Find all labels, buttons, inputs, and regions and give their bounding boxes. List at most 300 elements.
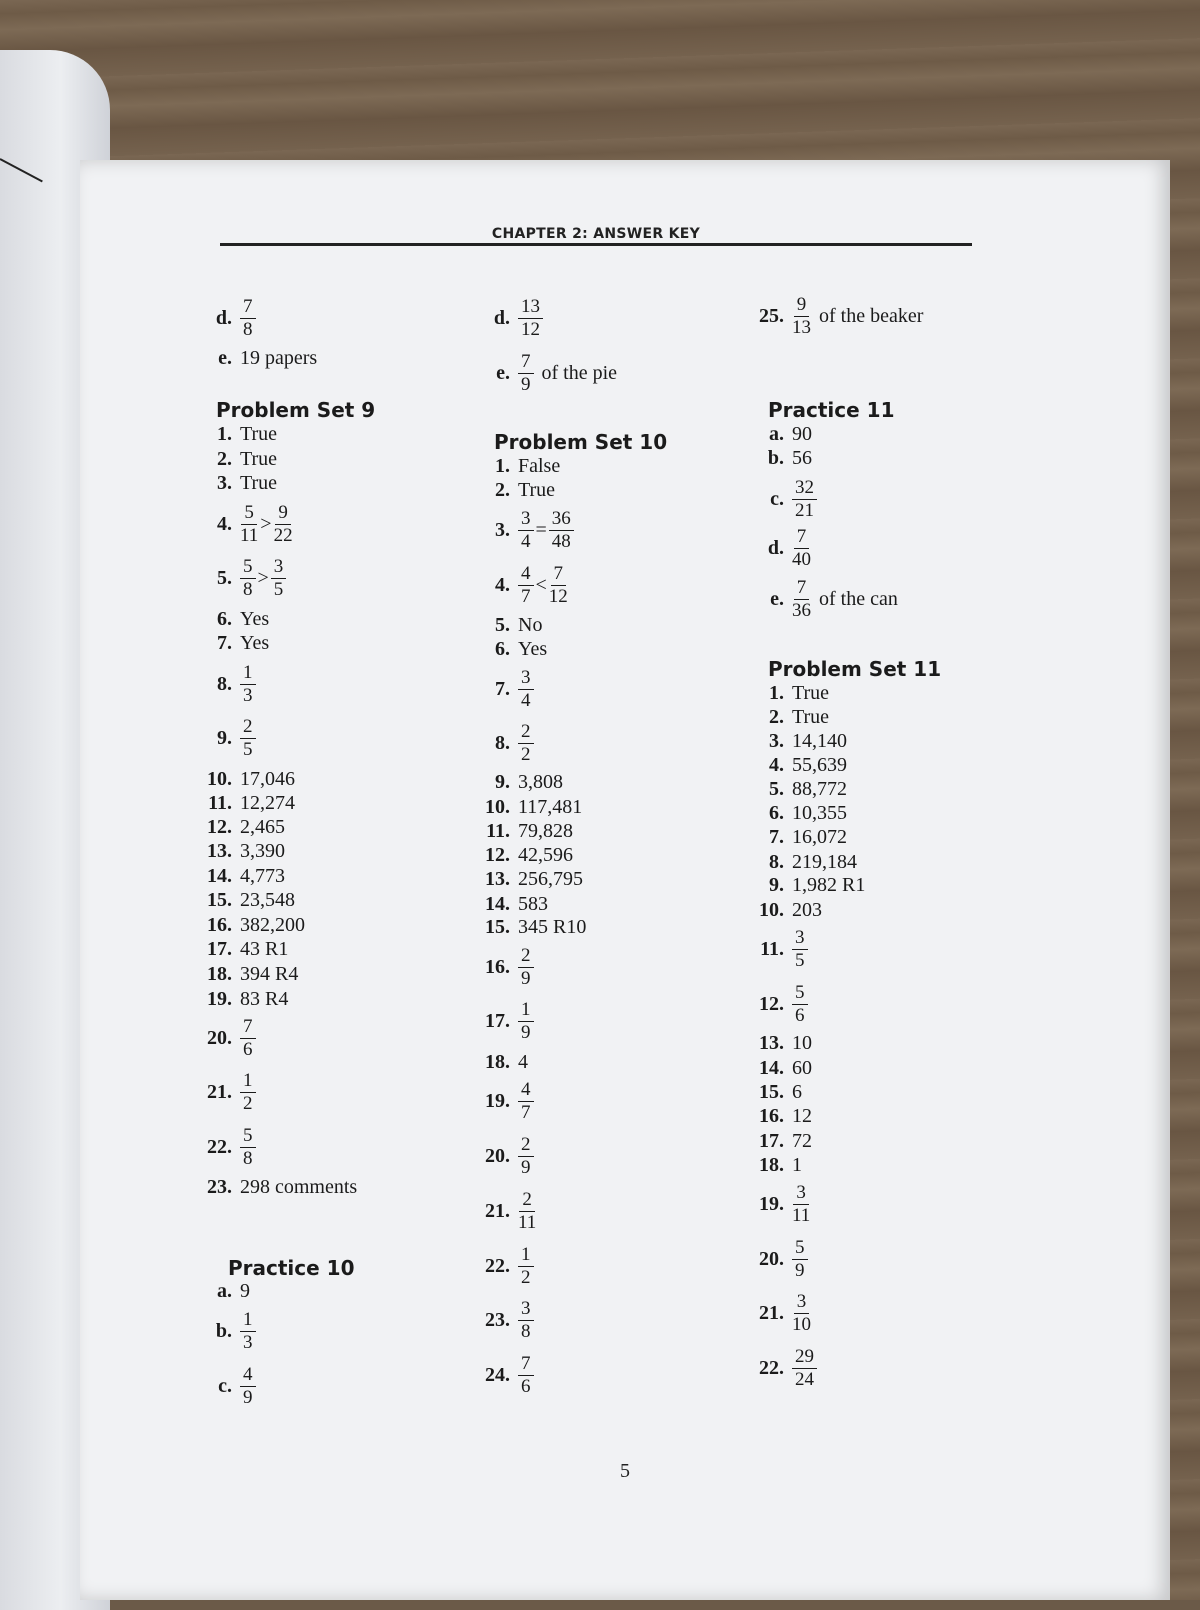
numerator: 3	[518, 1298, 534, 1321]
numerator: 4	[518, 563, 534, 586]
item-label: 7.	[217, 631, 232, 654]
answer-item	[194, 609, 269, 629]
item-label: 11.	[760, 937, 784, 960]
item-label: 7.	[769, 825, 784, 848]
numerator: 3	[518, 667, 534, 690]
item-label: 14.	[485, 892, 510, 915]
denominator: 12	[521, 318, 540, 340]
answer-item	[194, 841, 285, 861]
fraction	[518, 296, 543, 341]
answer-text: 4,773	[240, 864, 285, 887]
answer-item	[194, 1363, 256, 1408]
answer-text: True	[240, 422, 278, 445]
answer-item	[472, 845, 573, 865]
denominator: 48	[551, 530, 571, 552]
fraction	[240, 556, 256, 601]
numerator: 3	[792, 927, 808, 950]
item-label: e.	[770, 587, 784, 610]
fraction	[240, 1364, 256, 1409]
item-label: b.	[215, 1319, 232, 1342]
fraction	[518, 1244, 534, 1289]
numerator: 9	[794, 294, 810, 317]
answer-item	[194, 1069, 256, 1114]
item-label: 8.	[217, 672, 232, 695]
comparison-operator: >	[260, 512, 272, 535]
answer-item	[746, 1082, 802, 1102]
answer-item	[472, 944, 534, 989]
comparison-operator: =	[535, 518, 547, 541]
fraction	[518, 1189, 536, 1234]
item-label: 13.	[207, 839, 232, 862]
fraction	[792, 577, 811, 622]
item-label: 20.	[207, 1026, 232, 1049]
answer-text: True	[792, 705, 830, 728]
denominator: 3	[243, 1331, 253, 1353]
item-label: 22.	[207, 1135, 232, 1158]
denominator: 6	[795, 1004, 805, 1026]
denominator: 9	[521, 1156, 531, 1178]
item-label: 25.	[759, 304, 784, 327]
answer-item	[746, 707, 829, 727]
item-label: c.	[770, 487, 784, 510]
numerator: 7	[794, 526, 810, 549]
denominator: 3	[243, 684, 253, 706]
answer-text: 19 papers	[240, 346, 318, 369]
item-label: 17.	[759, 1129, 784, 1152]
answer-text: 90	[792, 422, 812, 445]
item-label: 8.	[769, 850, 784, 873]
item-label: 9.	[769, 873, 784, 896]
answer-item	[194, 1015, 256, 1060]
denominator: 6	[243, 1038, 253, 1060]
answer-item	[746, 525, 811, 570]
answer-item	[194, 793, 295, 813]
item-label: 3.	[217, 471, 232, 494]
answer-item	[194, 473, 277, 493]
answer-item	[472, 821, 573, 841]
denominator: 8	[243, 1147, 253, 1169]
fraction	[549, 563, 568, 608]
answer-item	[472, 1188, 537, 1233]
answer-item	[746, 1155, 802, 1175]
fraction	[792, 294, 811, 339]
answer-text: 3,808	[518, 770, 563, 793]
answer-text: 394 R4	[240, 962, 299, 985]
answer-text: Yes	[518, 637, 548, 660]
section-heading: Problem Set 10	[494, 430, 668, 454]
denominator: 7	[521, 585, 531, 607]
answer-item	[746, 875, 865, 895]
numerator: 5	[240, 556, 256, 579]
denominator: 8	[243, 578, 253, 600]
answer-suffix: of the can	[819, 587, 898, 610]
fraction	[240, 662, 256, 707]
item-label: 7.	[495, 677, 510, 700]
item-label: 6.	[769, 801, 784, 824]
answer-item	[746, 731, 847, 751]
section-heading: Practice 11	[768, 398, 895, 422]
fraction	[240, 296, 256, 341]
answer-text: 9	[240, 1279, 250, 1302]
item-label: 9.	[217, 726, 232, 749]
answer-text: 2,465	[240, 815, 285, 838]
denominator: 22	[273, 524, 293, 546]
answer-text: Yes	[240, 607, 270, 630]
numerator: 5	[241, 502, 257, 525]
answer-item	[194, 1124, 256, 1169]
item-label: 21.	[485, 1199, 510, 1222]
item-label: 18.	[759, 1153, 784, 1176]
answer-item	[472, 1133, 534, 1178]
denominator: 13	[792, 316, 811, 338]
answer-item	[472, 507, 574, 552]
item-label: 2.	[217, 447, 232, 470]
answer-text: 6	[792, 1080, 802, 1103]
answer-item	[746, 827, 847, 847]
answer-item	[472, 1352, 534, 1397]
item-label: 2.	[769, 705, 784, 728]
answer-item	[472, 869, 583, 889]
numerator: 1	[240, 1309, 256, 1332]
answer-text: No	[518, 613, 543, 636]
answer-item	[472, 772, 563, 792]
answer-text: 12,274	[240, 791, 295, 814]
item-label: 19.	[759, 1192, 784, 1215]
numerator: 4	[240, 1364, 256, 1387]
item-label: 13.	[485, 867, 510, 890]
item-label: 21.	[759, 1301, 784, 1324]
answer-text: 88,772	[792, 777, 847, 800]
answer-text: 14,140	[792, 729, 847, 752]
answer-item	[194, 890, 295, 910]
item-label: 15.	[759, 1080, 784, 1103]
item-label: 1.	[769, 681, 784, 704]
answer-text: 219,184	[792, 850, 857, 873]
item-label: 17.	[207, 937, 232, 960]
section-heading: Practice 10	[228, 1256, 355, 1280]
item-label: 10.	[485, 795, 510, 818]
item-label: 12.	[207, 815, 232, 838]
item-label: 3.	[769, 729, 784, 752]
item-label: 1.	[217, 422, 232, 445]
answer-item	[746, 1181, 811, 1226]
answer-text: 256,795	[518, 867, 583, 890]
numerator: 7	[518, 351, 534, 374]
answer-item	[472, 998, 534, 1043]
answer-item	[746, 755, 847, 775]
numerator: 5	[792, 982, 808, 1005]
numerator: 7	[240, 1016, 256, 1039]
answer-item	[472, 562, 568, 607]
answer-item	[194, 817, 285, 837]
numerator: 1	[240, 1070, 256, 1093]
item-label: 4.	[769, 753, 784, 776]
fraction	[518, 999, 534, 1044]
numerator: 36	[549, 508, 574, 531]
fraction	[240, 1125, 256, 1170]
numerator: 9	[275, 502, 291, 525]
answer-text: 583	[518, 892, 548, 915]
answer-item	[746, 576, 898, 621]
answer-item	[746, 448, 812, 468]
section-heading: Problem Set 9	[216, 398, 376, 422]
fraction	[792, 927, 808, 972]
item-label: 19.	[485, 1089, 510, 1112]
answer-item	[746, 779, 847, 799]
item-label: 10.	[759, 898, 784, 921]
numerator: 1	[518, 999, 534, 1022]
item-label: 22.	[485, 1254, 510, 1277]
answer-text: 72	[792, 1129, 812, 1152]
answer-text: 16,072	[792, 825, 847, 848]
item-label: 16.	[759, 1104, 784, 1127]
answer-text: 1,982 R1	[792, 873, 866, 896]
denominator: 8	[243, 318, 253, 340]
numerator: 3	[793, 1182, 809, 1205]
answer-text: True	[518, 478, 556, 501]
item-label: b.	[767, 446, 784, 469]
answer-text: True	[240, 471, 278, 494]
answer-item	[746, 803, 847, 823]
fraction	[240, 716, 256, 761]
denominator: 6	[521, 1375, 531, 1397]
item-label: 22.	[759, 1356, 784, 1379]
numerator: 3	[271, 556, 287, 579]
answer-item	[746, 1033, 812, 1053]
answer-item	[194, 939, 288, 959]
fraction	[792, 982, 808, 1027]
fraction	[240, 1309, 256, 1354]
answer-item	[194, 424, 277, 444]
item-label: 17.	[485, 1009, 510, 1032]
fraction	[518, 563, 534, 608]
numerator: 5	[240, 1125, 256, 1148]
denominator: 9	[521, 1021, 531, 1043]
item-label: 23.	[207, 1175, 232, 1198]
answer-text: Yes	[240, 631, 270, 654]
fraction	[240, 502, 258, 547]
answer-item	[746, 683, 829, 703]
answer-item	[472, 917, 586, 937]
item-label: e.	[218, 346, 232, 369]
numerator: 5	[792, 1237, 808, 1260]
fraction	[792, 1182, 810, 1227]
answer-text: 79,828	[518, 819, 573, 842]
fraction	[792, 526, 811, 571]
answer-item	[472, 639, 547, 659]
answer-text: 382,200	[240, 913, 305, 936]
denominator: 5	[273, 578, 284, 600]
numerator: 1	[240, 662, 256, 685]
answer-suffix: of the beaker	[819, 304, 924, 327]
answer-item	[472, 1078, 534, 1123]
answer-text: 43 R1	[240, 937, 289, 960]
answer-text: 298 comments	[240, 1175, 358, 1198]
denominator: 36	[792, 599, 811, 621]
answer-item	[194, 715, 256, 760]
page-number: 5	[620, 1460, 630, 1482]
numerator: 7	[518, 1353, 534, 1376]
answer-item	[194, 989, 288, 1009]
answer-text: 55,639	[792, 753, 847, 776]
item-label: 18.	[485, 1050, 510, 1073]
denominator: 2	[243, 1092, 253, 1114]
answer-item	[746, 852, 857, 872]
item-label: 14.	[759, 1056, 784, 1079]
fraction	[271, 556, 287, 601]
answer-item	[194, 295, 256, 340]
fraction	[792, 1291, 811, 1336]
denominator: 8	[521, 1320, 531, 1342]
item-label: e.	[496, 361, 510, 384]
answer-item	[472, 480, 555, 500]
item-label: 20.	[485, 1144, 510, 1167]
answer-text: 203	[792, 898, 822, 921]
answer-item	[746, 1106, 812, 1126]
answer-text: 12	[792, 1104, 812, 1127]
denominator: 40	[792, 548, 811, 570]
fraction	[792, 1237, 808, 1282]
answer-item	[746, 424, 812, 444]
answer-text: 56	[792, 446, 812, 469]
answer-text: False	[518, 454, 561, 477]
answer-item	[194, 633, 269, 653]
denominator: 10	[792, 1313, 811, 1335]
denominator: 9	[521, 373, 531, 395]
denominator: 21	[795, 499, 814, 521]
header-rule	[220, 243, 972, 246]
numerator: 13	[518, 296, 543, 319]
answer-item	[194, 915, 305, 935]
item-label: 15.	[207, 888, 232, 911]
answer-text: 23,548	[240, 888, 295, 911]
chapter-header: CHAPTER 2: ANSWER KEY	[491, 226, 701, 242]
item-label: 8.	[495, 731, 510, 754]
answer-text: True	[792, 681, 830, 704]
denominator: 9	[521, 967, 531, 989]
answer-item	[472, 720, 534, 765]
denominator: 4	[521, 689, 531, 711]
item-label: 18.	[207, 962, 232, 985]
answer-text: 3,390	[240, 839, 285, 862]
item-label: d.	[767, 536, 784, 559]
answer-text: 4	[518, 1050, 528, 1073]
numerator: 7	[240, 296, 256, 319]
numerator: 4	[518, 1079, 534, 1102]
answer-key-page	[80, 160, 1170, 1600]
answer-item	[746, 293, 924, 338]
item-label: 5.	[217, 566, 232, 589]
answer-item	[746, 926, 808, 971]
item-label: 2.	[495, 478, 510, 501]
answer-item	[472, 1297, 534, 1342]
numerator: 29	[792, 1346, 817, 1369]
fraction	[518, 1353, 534, 1398]
answer-text: 1	[792, 1153, 802, 1176]
item-label: 20.	[759, 1247, 784, 1270]
answer-item	[472, 1052, 528, 1072]
answer-text: 60	[792, 1056, 812, 1079]
comparison-operator: <	[535, 573, 547, 596]
answer-item	[472, 350, 618, 395]
item-label: 1.	[495, 454, 510, 477]
answer-text: 42,596	[518, 843, 573, 866]
answer-suffix: of the pie	[541, 361, 618, 384]
numerator: 2	[519, 1189, 535, 1212]
answer-item	[746, 1345, 817, 1390]
item-label: 21.	[207, 1080, 232, 1103]
denominator: 11	[792, 1204, 811, 1226]
denominator: 9	[243, 1386, 253, 1408]
item-label: 23.	[485, 1308, 510, 1331]
numerator: 7	[551, 563, 567, 586]
item-label: 24.	[485, 1363, 510, 1386]
answer-text: 17,046	[240, 767, 295, 790]
answer-item	[194, 348, 317, 368]
item-label: 12.	[485, 843, 510, 866]
item-label: 14.	[207, 864, 232, 887]
answer-item	[472, 666, 534, 711]
item-label: 9.	[495, 770, 510, 793]
comparison-operator: >	[257, 566, 269, 589]
denominator: 12	[548, 585, 568, 607]
numerator: 2	[518, 945, 534, 968]
answer-text: 83 R4	[240, 987, 289, 1010]
answer-text: True	[240, 447, 278, 470]
answer-item	[472, 894, 548, 914]
denominator: 11	[518, 1211, 537, 1233]
numerator: 32	[792, 477, 817, 500]
answer-item	[746, 900, 822, 920]
answer-item	[472, 797, 582, 817]
answer-item	[194, 964, 298, 984]
item-label: 5.	[495, 613, 510, 636]
fraction	[518, 667, 534, 712]
item-label: 3.	[495, 518, 510, 541]
answer-item	[472, 615, 542, 635]
fraction	[792, 1346, 817, 1391]
item-label: d.	[493, 306, 510, 329]
item-label: 5.	[769, 777, 784, 800]
answer-text: 345 R10	[518, 915, 587, 938]
fraction	[274, 502, 293, 547]
numerator: 2	[518, 1134, 534, 1157]
answer-item	[194, 501, 293, 546]
answer-item	[194, 661, 256, 706]
answer-text: 117,481	[518, 795, 583, 818]
item-label: 16.	[207, 913, 232, 936]
answer-item	[194, 769, 295, 789]
answer-item	[746, 1131, 812, 1151]
item-label: 4.	[495, 573, 510, 596]
item-label: 15.	[485, 915, 510, 938]
answer-item	[194, 866, 285, 886]
answer-item	[472, 1243, 534, 1288]
fraction	[518, 945, 534, 990]
answer-item	[194, 449, 277, 469]
numerator: 7	[794, 577, 810, 600]
item-label: 10.	[207, 767, 232, 790]
fraction	[240, 1070, 256, 1115]
answer-text: 10,355	[792, 801, 847, 824]
answer-item	[472, 456, 560, 476]
answer-item	[746, 1290, 811, 1335]
answer-item	[194, 1177, 357, 1197]
fraction	[518, 721, 534, 766]
item-label: c.	[218, 1374, 232, 1397]
answer-item	[194, 555, 286, 600]
denominator: 2	[521, 1266, 531, 1288]
